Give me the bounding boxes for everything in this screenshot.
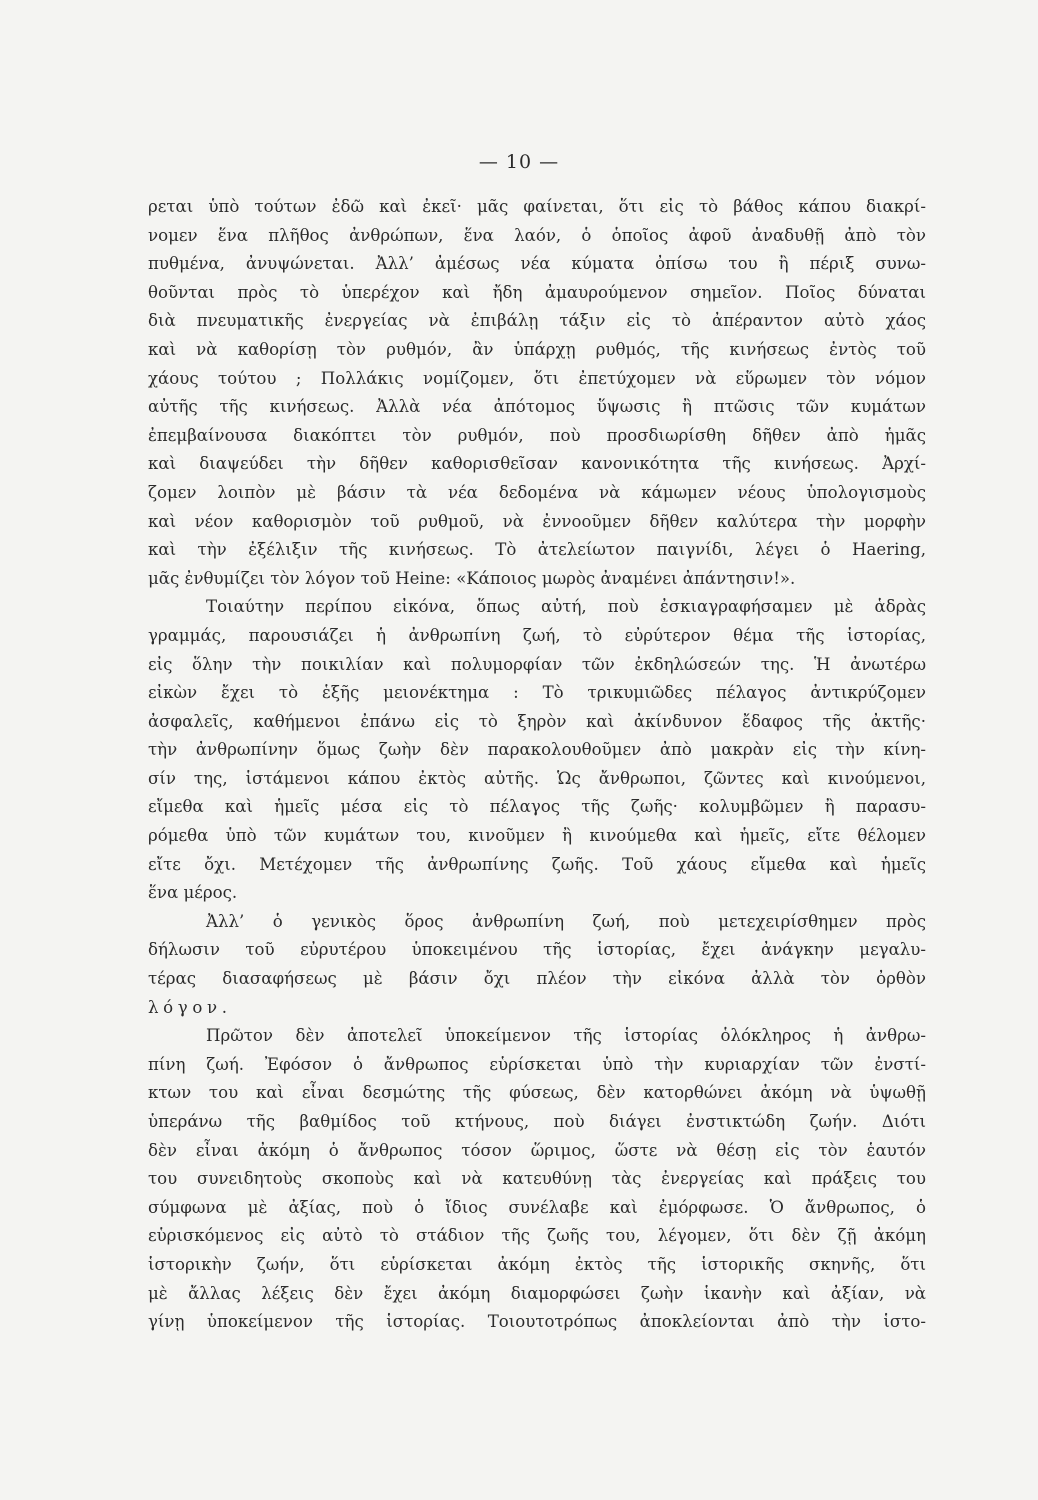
text-line: δὲν εἶναι ἀκόμη ὁ ἄνθρωπος τόσον ὥριμος, ὥστε νὰ θέσῃ εἰς τὸν ἑαυτόν bbox=[148, 1140, 926, 1160]
text-line: πυθμένα, ἀνυψώνεται. Ἀλλ’ ἀμέσως νέα κύματα ὀπίσω του ἢ πέριξ συνω- bbox=[148, 254, 926, 274]
text-line: ἱστορικὴν ζωήν, ὅτι εὑρίσκεται ἀκόμη ἐκτὸς τῆς ἱστορικῆς σκηνῆς, ὅτι bbox=[148, 1254, 926, 1274]
body-text bbox=[148, 193, 926, 1337]
text-line: μᾶς ἐνθυμίζει τὸν λόγον τοῦ Heine: «Κάποιος μωρὸς ἀναμένει ἀπάντησιν!». bbox=[148, 568, 796, 588]
text-line: καὶ νέον καθορισμὸν τοῦ ρυθμοῦ, νὰ ἐννοοῦμεν δῆθεν καλύτερα τὴν μορφὴν bbox=[148, 511, 926, 531]
text-line: εἰς ὅλην τὴν ποικιλίαν καὶ πολυμορφίαν τῶν ἐκδηλώσεών της. Ἡ ἀνωτέρω bbox=[148, 654, 926, 674]
text-line: δήλωσιν τοῦ εὐρυτέρου ὑποκειμένου τῆς ἱστορίας, ἔχει ἀνάγκην μεγαλυ- bbox=[148, 940, 926, 960]
text-line: ὑπεράνω τῆς βαθμίδος τοῦ κτήνους, ποὺ διάγει ἐνστικτώδη ζωήν. Διότι bbox=[148, 1112, 926, 1131]
text-line: του συνειδητοὺς σκοποὺς καὶ νὰ κατευθύνῃ τὰς ἐνεργείας καὶ πράξεις του bbox=[148, 1169, 926, 1189]
text-line: μὲ ἄλλας λέξεις δὲν ἔχει ἀκόμη διαμορφώσει ζωὴν ἱκανὴν καὶ ἀξίαν, νὰ bbox=[148, 1283, 926, 1303]
paragraph-first-line: Ἀλλ’ ὁ γενικὸς ὅρος ἀνθρωπίνη ζωή, ποὺ μετεχειρίσθημεν πρὸς bbox=[206, 911, 926, 931]
text-line: γραμμάς, παρουσιάζει ἡ ἀνθρωπίνη ζωή, τὸ εὐρύτερον θέμα τῆς ἱστορίας, bbox=[148, 625, 926, 645]
text-line: χάους τούτου ; Πολλάκις νομίζομεν, ὅτι ἐπετύχομεν νὰ εὕρωμεν τὸν νόμον bbox=[148, 368, 926, 388]
text-line: ἐπεμβαίνουσα διακόπτει τὸν ρυθμόν, ποὺ προσδιωρίσθη δῆθεν ἀπὸ ἡμᾶς bbox=[148, 425, 926, 445]
text-line: νομεν ἕνα πλῆθος ἀνθρώπων, ἕνα λαόν, ὁ ὁποῖος ἀφοῦ ἀναδυθῇ ἀπὸ τὸν bbox=[148, 225, 926, 245]
text-line: καὶ νὰ καθορίσῃ τὸν ρυθμόν, ἂν ὑπάρχῃ ρυθμός, τῆς κινήσεως ἐντὸς τοῦ bbox=[148, 339, 926, 359]
text-line: ρόμεθα ὑπὸ τῶν κυμάτων του, κινοῦμεν ἢ κινούμεθα καὶ ἡμεῖς, εἴτε θέλομεν bbox=[148, 826, 926, 846]
text-line: λόγον. bbox=[148, 997, 232, 1017]
text-line: γίνῃ ὑποκείμενον τῆς ἱστορίας. Τοιουτοτρόπως ἀποκλείονται ἀπὸ τὴν ἱστο- bbox=[148, 1312, 926, 1332]
text-line: εἴμεθα καὶ ἡμεῖς μέσα εἰς τὸ πέλαγος τῆς ζωῆς· κολυμβῶμεν ἢ παρασυ- bbox=[148, 797, 926, 817]
text-line: κτων του καὶ εἶναι δεσμώτης τῆς φύσεως, δὲν κατορθώνει ἀκόμη νὰ ὑψωθῇ bbox=[148, 1083, 926, 1103]
text-line: καὶ διαψεύδει τὴν δῆθεν καθορισθεῖσαν κανονικότητα τῆς κινήσεως. Ἀρχί- bbox=[148, 454, 926, 474]
paragraph-first-line: Πρῶτον δὲν ἀποτελεῖ ὑποκείμενον τῆς ἱστορίας ὁλόκληρος ἡ ἀνθρω- bbox=[206, 1026, 926, 1046]
page-number: — 10 — bbox=[478, 151, 560, 173]
text-line: σίν της, ἱστάμενοι κάπου ἐκτὸς αὐτῆς. Ὡς ἄνθρωποι, ζῶντες καὶ κινούμενοι, bbox=[148, 768, 926, 788]
text-line: ρεται ὑπὸ τούτων ἐδῶ καὶ ἐκεῖ· μᾶς φαίνεται, ὅτι εἰς τὸ βάθος κάπου διακρί- bbox=[148, 197, 926, 216]
text-line: εἰκὼν ἔχει τὸ ἑξῆς μειονέκτημα : Τὸ τρικυμιῶδες πέλαγος ἀντικρύζομεν bbox=[148, 683, 926, 703]
text-line: εὑρισκόμενος εἰς αὐτὸ τὸ στάδιον τῆς ζωῆς του, λέγομεν, ὅτι δὲν ζῇ ἀκόμη bbox=[148, 1226, 926, 1246]
text-line: πίνη ζωή. Ἐφόσον ὁ ἄνθρωπος εὑρίσκεται ὑπὸ τὴν κυριαρχίαν τῶν ἐνστί- bbox=[148, 1054, 926, 1074]
paragraph-first-line: Τοιαύτην περίπου εἰκόνα, ὅπως αὐτή, ποὺ ἐσκιαγραφήσαμεν μὲ ἁδρὰς bbox=[206, 597, 926, 617]
text-line: τὴν ἀνθρωπίνην ὅμως ζωὴν δὲν παρακολουθοῦμεν ἀπὸ μακρὰν εἰς τὴν κίνη- bbox=[148, 740, 926, 760]
text-line: τέρας διασαφήσεως μὲ βάσιν ὄχι πλέον τὴν εἰκόνα ἀλλὰ τὸν ὀρθὸν bbox=[148, 969, 926, 989]
text-line: σύμφωνα μὲ ἀξίας, ποὺ ὁ ἴδιος συνέλαβε καὶ ἐμόρφωσε. Ὁ ἄνθρωπος, ὁ bbox=[148, 1197, 926, 1217]
text-line: ἀσφαλεῖς, καθήμενοι ἐπάνω εἰς τὸ ξηρὸν καὶ ἀκίνδυνον ἔδαφος τῆς ἀκτῆς· bbox=[148, 711, 926, 731]
text-line: αὐτῆς τῆς κινήσεως. Ἀλλὰ νέα ἀπότομος ὕψωσις ἢ πτῶσις τῶν κυμάτων bbox=[148, 397, 926, 417]
text-line: θοῦνται πρὸς τὸ ὑπερέχον καὶ ἤδη ἀμαυρούμενον σημεῖον. Ποῖος δύναται bbox=[148, 282, 926, 302]
text-line: ἕνα μέρος. bbox=[148, 883, 238, 903]
text-line: διὰ πνευματικῆς ἐνεργείας νὰ ἐπιβάλῃ τάξιν εἰς τὸ ἀπέραντον αὐτὸ χάος bbox=[148, 311, 926, 331]
text-line: εἴτε ὄχι. Μετέχομεν τῆς ἀνθρωπίνης ζωῆς. Τοῦ χάους εἴμεθα καὶ ἡμεῖς bbox=[148, 854, 926, 874]
text-line: ζομεν λοιπὸν μὲ βάσιν τὰ νέα δεδομένα νὰ κάμωμεν νέους ὑπολογισμοὺς bbox=[148, 482, 926, 502]
text-line: καὶ τὴν ἐξέλιξιν τῆς κινήσεως. Τὸ ἀτελείωτον παιγνίδι, λέγει ὁ Haering, bbox=[148, 540, 926, 560]
